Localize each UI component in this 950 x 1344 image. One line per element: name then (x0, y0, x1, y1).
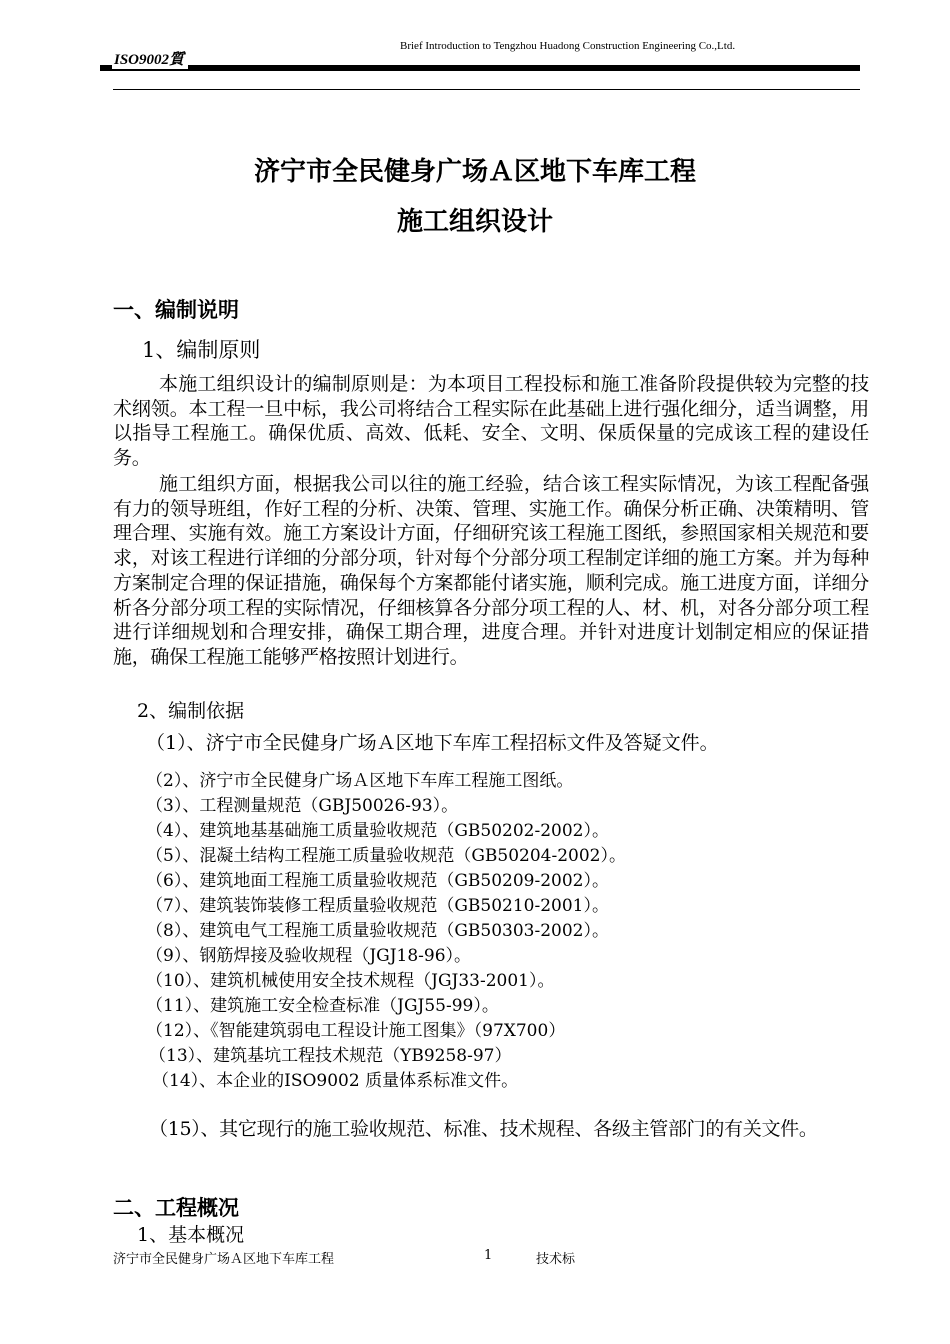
header-rule-thin (113, 89, 860, 90)
subsection-heading-1-2: 2、编制依据 (137, 700, 245, 722)
header-rule-thick (100, 65, 860, 71)
reference-item-13: （13）、建筑基坑工程技术规范（YB9258-97） (149, 1046, 512, 1066)
paragraph-principle-2: 施工组织方面，根据我公司以往的施工经验，结合该工程实际情况，为该工程配备强有力的领导班组，作好工程的分析、决策、管理、实施工作。确保分析正确、决策精明、管理合理、实施有效。施工方案设计方面，仔细研究该工程施工图纸，参照国家相关规范和要求，对该工程进行详细的分部分项，针对每个分部分项工程制定详细的施工方案。并为每种方案制定合理的保证措施，确保每个方案都能付诸实施，顺利完成。施工进度方面，详细分析各分部分项工程的实际情况，仔细核算各分部分项工程的人、材、机，对各分部分项工程进行详细规划和合理安排，确保工期合理，进度合理。并针对进度计划制定相应的保证措施，确保工程施工能够严格按照计划进行。 (113, 473, 869, 668)
document-subtitle: 施工组织设计 (396, 207, 553, 237)
reference-item-7: （7）、建筑装饰装修工程质量验收规范（GB50210-2001）。 (146, 896, 609, 916)
reference-item-12: （12）、《智能建筑弱电工程设计施工图集》（97X700） (146, 1021, 566, 1041)
reference-item-5: （5）、混凝土结构工程施工质量验收规范（GB50204-2002）。 (146, 846, 626, 866)
footer-page-number: 1 (484, 1248, 493, 1263)
document-title: 济宁市全民健身广场Ａ区地下车库工程 (253, 157, 696, 187)
reference-item-11: （11）、建筑施工安全检查标准（JGJ55-99）。 (146, 996, 499, 1016)
section-heading-1: 一、编制说明 (113, 297, 239, 322)
section-heading-2: 二、工程概况 (113, 1195, 239, 1220)
reference-item-1: （1）、济宁市全民健身广场Ａ区地下车库工程招标文件及答疑文件。 (146, 732, 719, 754)
reference-item-4: （4）、建筑地基基础施工质量验收规范（GB50202-2002）。 (146, 821, 609, 841)
subsection-heading-2-1: 1、基本概况 (137, 1224, 245, 1246)
reference-item-15: （15）、其它现行的施工验收规范、标准、技术规程、各级主管部门的有关文件。 (149, 1118, 818, 1140)
footer-doc-type: 技术标 (536, 1252, 576, 1267)
reference-item-6: （6）、建筑地面工程施工质量验收规范（GB50209-2002）。 (146, 871, 609, 891)
header-iso-mark: ISO9002質 (112, 51, 188, 69)
reference-item-10: （10）、建筑机械使用安全技术规程（JGJ33-2001）。 (146, 971, 555, 991)
reference-item-2: （2）、济宁市全民健身广场Ａ区地下车库工程施工图纸。 (146, 771, 574, 791)
footer-project-name: 济宁市全民健身广场Ａ区地下车库工程 (113, 1252, 335, 1267)
subsection-heading-1-1: 1、编制原则 (142, 338, 261, 362)
paragraph-principle-1: 本施工组织设计的编制原则是：为本项目工程投标和施工准备阶段提供较为完整的技术纲领。本工程一旦中标，我公司将结合工程实际在此基础上进行强化细分，适当调整，用以指导工程施工。确保优质、高效、低耗、安全、文明、保质保量的完成该工程的建设任务。 (113, 373, 869, 470)
reference-item-3: （3）、工程测量规范（GBJ50026-93）。 (146, 796, 459, 816)
reference-item-8: （8）、建筑电气工程施工质量验收规范（GB50303-2002）。 (146, 921, 609, 941)
reference-item-9: （9）、钢筋焊接及验收规程（JGJ18-96）。 (146, 946, 472, 966)
reference-item-14: （14）、本企业的ISO9002 质量体系标准文件。 (152, 1071, 519, 1091)
header-company-name: Brief Introduction to Tengzhou Huadong Construction Engineering Co.,Ltd. (400, 40, 736, 52)
